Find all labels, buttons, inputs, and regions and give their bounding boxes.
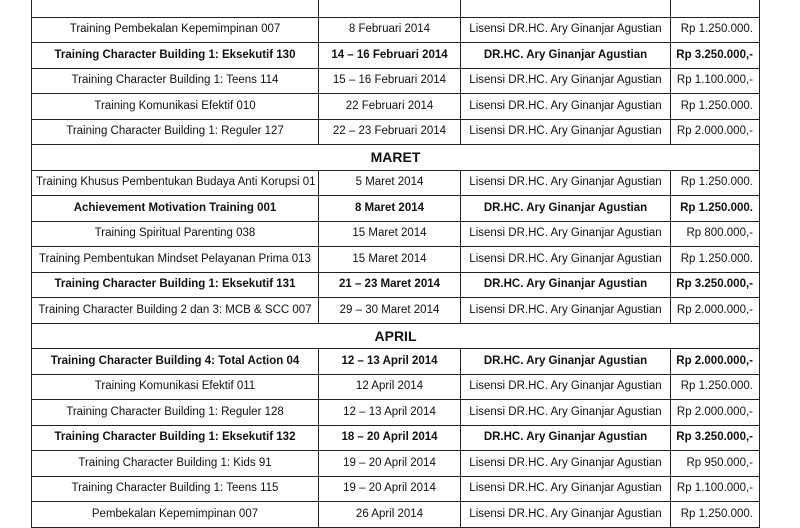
- table-row: [32, 374, 760, 400]
- price-cell: Rp 2.000.000,-: [671, 349, 760, 375]
- training-date-cell: 12 April 2014: [319, 374, 461, 400]
- trainer-cell: Lisensi DR.HC. Ary Ginanjar Agustian: [461, 17, 671, 43]
- price-cell: Rp 1.250.000.: [671, 502, 760, 528]
- trainer-cell: Lisensi DR.HC. Ary Ginanjar Agustian: [461, 119, 671, 145]
- table-row: [32, 196, 760, 222]
- price-cell: [671, 0, 760, 17]
- training-date-cell: 22 – 23 Februari 2014: [319, 119, 461, 145]
- trainer-cell: Lisensi DR.HC. Ary Ginanjar Agustian: [461, 247, 671, 273]
- training-name-cell: [32, 0, 319, 17]
- training-name-cell: Training Character Building 1: Kids 91: [32, 451, 319, 477]
- training-name-cell: Training Character Building 1: Teens 114: [32, 68, 319, 94]
- training-name-cell: Training Pembekalan Kepemimpinan 007: [32, 17, 319, 43]
- table-row: [32, 68, 760, 94]
- training-name-cell: Training Character Building 1: Eksekutif 130: [32, 43, 319, 69]
- training-date-cell: 22 Februari 2014: [319, 94, 461, 120]
- training-schedule-table: [31, 0, 760, 528]
- trainer-cell: Lisensi DR.HC. Ary Ginanjar Agustian: [461, 68, 671, 94]
- trainer-cell: Lisensi DR.HC. Ary Ginanjar Agustian: [461, 400, 671, 426]
- training-date-cell: 5 Maret 2014: [319, 170, 461, 196]
- training-date-cell: 26 April 2014: [319, 502, 461, 528]
- table-row: [32, 425, 760, 451]
- price-cell: Rp 3.250.000,-: [671, 272, 760, 298]
- training-date-cell: 8 Februari 2014: [319, 17, 461, 43]
- training-name-cell: Training Character Building 1: Reguler 128: [32, 400, 319, 426]
- trainer-cell: Lisensi DR.HC. Ary Ginanjar Agustian: [461, 502, 671, 528]
- month-header: MARET: [32, 145, 760, 171]
- training-name-cell: Training Komunikasi Efektif 010: [32, 94, 319, 120]
- table-row: [32, 272, 760, 298]
- price-cell: Rp 1.100.000,-: [671, 476, 760, 502]
- table-row: [32, 0, 760, 17]
- month-header-row: [32, 323, 760, 349]
- price-cell: Rp 3.250.000,-: [671, 425, 760, 451]
- table-row: [32, 400, 760, 426]
- training-date-cell: 12 – 13 April 2014: [319, 349, 461, 375]
- training-name-cell: Training Character Building 1: Eksekutif 132: [32, 425, 319, 451]
- training-name-cell: Training Character Building 2 dan 3: MCB & SCC 007: [32, 298, 319, 324]
- table-row: [32, 119, 760, 145]
- price-cell: Rp 1.250.000.: [671, 196, 760, 222]
- month-header: APRIL: [32, 323, 760, 349]
- trainer-cell: [461, 0, 671, 17]
- trainer-cell: Lisensi DR.HC. Ary Ginanjar Agustian: [461, 94, 671, 120]
- table-row: [32, 43, 760, 69]
- trainer-cell: DR.HC. Ary Ginanjar Agustian: [461, 196, 671, 222]
- trainer-cell: Lisensi DR.HC. Ary Ginanjar Agustian: [461, 451, 671, 477]
- training-name-cell: Pembekalan Kepemimpinan 007: [32, 502, 319, 528]
- training-name-cell: Training Character Building 1: Eksekutif 131: [32, 272, 319, 298]
- training-name-cell: Training Character Building 4: Total Action 04: [32, 349, 319, 375]
- table-row: [32, 298, 760, 324]
- table-row: [32, 221, 760, 247]
- training-name-cell: Training Pembentukan Mindset Pelayanan Prima 013: [32, 247, 319, 273]
- training-date-cell: 15 Maret 2014: [319, 247, 461, 273]
- trainer-cell: Lisensi DR.HC. Ary Ginanjar Agustian: [461, 298, 671, 324]
- trainer-cell: DR.HC. Ary Ginanjar Agustian: [461, 43, 671, 69]
- price-cell: Rp 1.250.000.: [671, 94, 760, 120]
- table-row: [32, 170, 760, 196]
- training-name-cell: Training Character Building 1: Teens 115: [32, 476, 319, 502]
- training-date-cell: 19 – 20 April 2014: [319, 476, 461, 502]
- table-row: [32, 94, 760, 120]
- table-row: [32, 502, 760, 528]
- training-date-cell: 29 – 30 Maret 2014: [319, 298, 461, 324]
- training-date-cell: 8 Maret 2014: [319, 196, 461, 222]
- trainer-cell: Lisensi DR.HC. Ary Ginanjar Agustian: [461, 221, 671, 247]
- training-name-cell: Training Character Building 1: Reguler 127: [32, 119, 319, 145]
- price-cell: Rp 1.100.000,-: [671, 68, 760, 94]
- price-cell: Rp 2.000.000,-: [671, 298, 760, 324]
- training-name-cell: Training Spiritual Parenting 038: [32, 221, 319, 247]
- price-cell: Rp 2.000.000,-: [671, 400, 760, 426]
- training-name-cell: Training Khusus Pembentukan Budaya Anti Korupsi 01: [32, 170, 319, 196]
- table-row: [32, 247, 760, 273]
- price-cell: Rp 3.250.000,-: [671, 43, 760, 69]
- price-cell: Rp 2.000.000,-: [671, 119, 760, 145]
- trainer-cell: DR.HC. Ary Ginanjar Agustian: [461, 272, 671, 298]
- table-row: [32, 451, 760, 477]
- training-name-cell: Achievement Motivation Training 001: [32, 196, 319, 222]
- price-cell: Rp 800.000,-: [671, 221, 760, 247]
- price-cell: Rp 950.000,-: [671, 451, 760, 477]
- table-row: [32, 17, 760, 43]
- training-date-cell: 19 – 20 April 2014: [319, 451, 461, 477]
- training-name-cell: Training Komunikasi Efektif 011: [32, 374, 319, 400]
- trainer-cell: DR.HC. Ary Ginanjar Agustian: [461, 425, 671, 451]
- training-date-cell: 12 – 13 April 2014: [319, 400, 461, 426]
- trainer-cell: Lisensi DR.HC. Ary Ginanjar Agustian: [461, 476, 671, 502]
- training-date-cell: 18 – 20 April 2014: [319, 425, 461, 451]
- schedule-body: [32, 0, 760, 527]
- table-row: [32, 476, 760, 502]
- price-cell: Rp 1.250.000.: [671, 247, 760, 273]
- training-date-cell: 14 – 16 Februari 2014: [319, 43, 461, 69]
- table-row: [32, 349, 760, 375]
- price-cell: Rp 1.250.000.: [671, 17, 760, 43]
- training-date-cell: [319, 0, 461, 17]
- trainer-cell: Lisensi DR.HC. Ary Ginanjar Agustian: [461, 374, 671, 400]
- month-header-row: [32, 145, 760, 171]
- price-cell: Rp 1.250.000.: [671, 170, 760, 196]
- trainer-cell: DR.HC. Ary Ginanjar Agustian: [461, 349, 671, 375]
- training-date-cell: 15 Maret 2014: [319, 221, 461, 247]
- trainer-cell: Lisensi DR.HC. Ary Ginanjar Agustian: [461, 170, 671, 196]
- training-date-cell: 15 – 16 Februari 2014: [319, 68, 461, 94]
- price-cell: Rp 1.250.000.: [671, 374, 760, 400]
- training-date-cell: 21 – 23 Maret 2014: [319, 272, 461, 298]
